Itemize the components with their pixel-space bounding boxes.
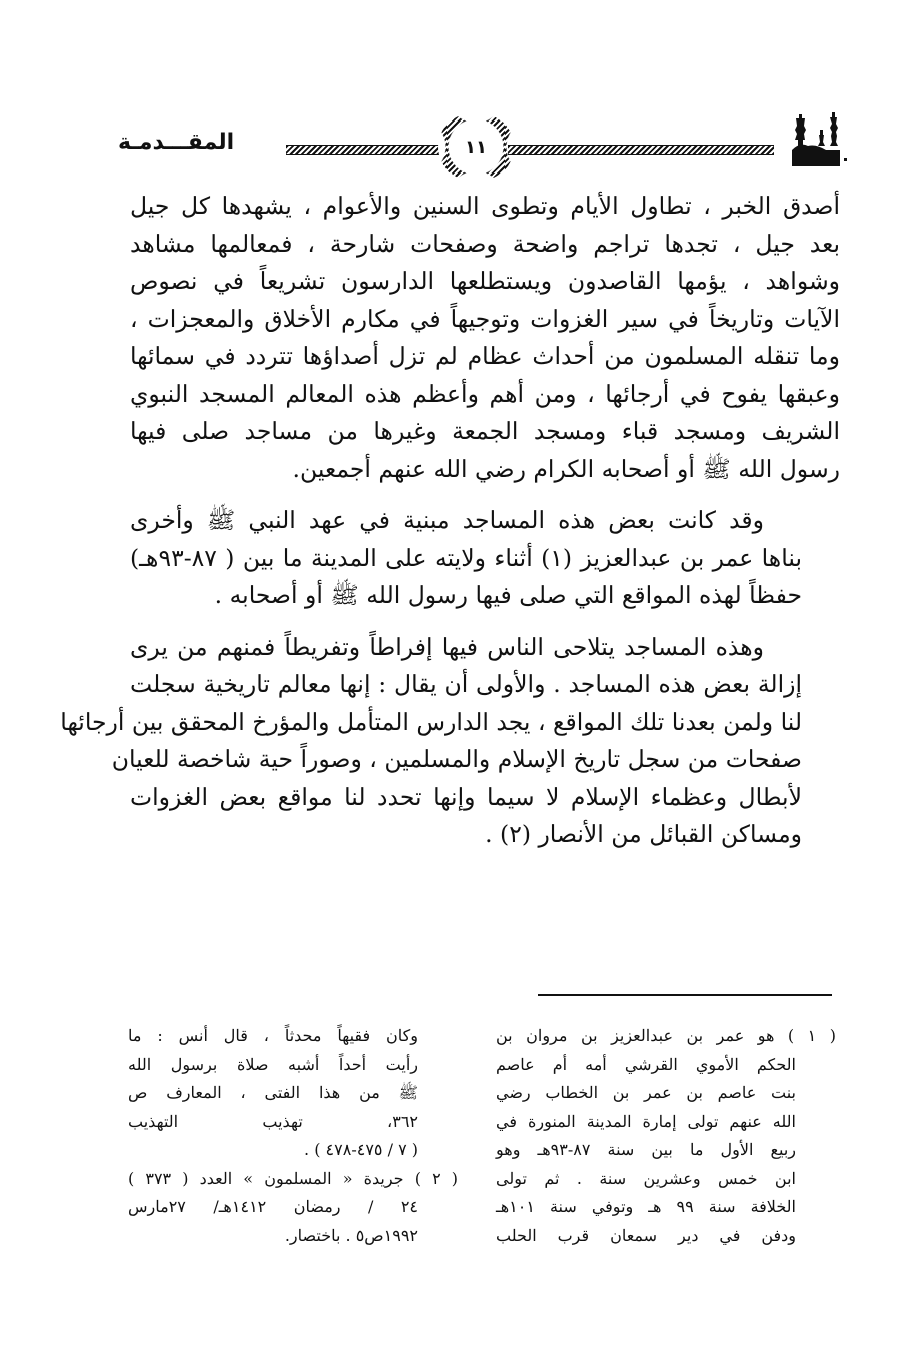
text-line: صفحات من سجل تاريخ الإسلام والمسلمين ، وصوراً حية شاخصة للعيان (111, 745, 802, 773)
footnotes-right-column (496, 1022, 836, 1250)
text-line: لنا ولمن بعدنا تلك المواقع ، يجد الدارس المتأمل والمؤرخ المحقق بين أرجائها (60, 707, 802, 736)
footnote-2-line: ( ٢ ) جريدة « المسلمون » العدد ( ٣٧٣ ) (128, 1168, 459, 1188)
section-title: المقـــدمـة (118, 130, 235, 155)
text-line: أصدق الخبر ، تطاول الأيام وتطوى السنين والأعوام ، يشهدها كل جيل (130, 192, 840, 220)
text-line: الشريف ومسجد قباء ومسجد الجمعة وغيرها من مساجد صلى فيها (130, 417, 840, 445)
footnote-1-line: الله عنهم تولى إمارة المدينة المنورة في (496, 1111, 796, 1131)
paragraph-3 (60, 629, 840, 854)
page-header (118, 108, 848, 178)
footnotes-left-column (128, 1022, 458, 1250)
page-number-ring (438, 112, 514, 182)
text-line: بعد جيل ، تجدها تراجم واضحة وصفحات شارحة ، فمعالمها مشاهد (130, 229, 840, 258)
text-line: لأبطال وعظماء الإسلام لا سيما وإنها تحدد لنا مواقع بعض الغزوات (130, 782, 802, 811)
header-rope-ornament-right (508, 145, 774, 155)
footnote-1-line: ربيع الأول ما بين سنة ٨٧-٩٣هـ وهو (496, 1140, 797, 1159)
main-text (60, 188, 840, 868)
footnote-1-line: ابن خمس وعشرين سنة . ثم تولى (496, 1168, 796, 1188)
paragraph-2 (130, 502, 840, 615)
footnote-1-line: ﷺ من هذا الفتى ، المعارف ص (128, 1083, 418, 1102)
footnote-1-line: الخلافة سنة ٩٩ هـ وتوفي سنة ١٠١هـ (496, 1197, 797, 1216)
footnote-2-line: ١٩٩٢ص٥ . باختصار. (284, 1225, 418, 1245)
footnote-separator (538, 994, 832, 996)
text-line: وعبقها يفوح في أرجائها ، ومن أهم وأعظم هذه المعالم المسجد النبوي (130, 379, 840, 408)
footnote-1-line: ( ٧ / ٤٧٥-٤٧٨ ) . (304, 1140, 418, 1159)
footnote-1-line: الحكم الأموي القرشي أمه أم عاصم (496, 1054, 796, 1074)
footnote-2-line: ٢٤ / رمضان ١٤١٢هـ/ ٢٧مارس (128, 1197, 418, 1216)
text-line: بناها عمر بن عبدالعزيز (١) أثناء ولايته على المدينة ما بين ( ٨٧-٩٣هـ) (130, 543, 802, 572)
footnote-1-line: بنت عاصم بن عمر بن الخطاب رضي (496, 1083, 796, 1102)
text-line: وما تنقله المسلمون من أحداث عظام لم تزل أصداؤها تتردد في سمائها (130, 342, 840, 370)
footnote-1-line: ( ١ ) هو عمر بن عبدالعزيز بن مروان بن (496, 1026, 837, 1045)
text-line: وشواهد ، يؤمها القاصدون ويستطلعها الدارسون تشريعاً في نصوص (130, 267, 840, 295)
footnote-1-line: ٣٦٢، تهذيب التهذيب (128, 1111, 418, 1131)
text-line: وهذه المساجد يتلاحى الناس فيها إفراطاً وتفريطاً فمنهم من يرى (130, 632, 764, 661)
text-line: وقد كانت بعض هذه المساجد مبنية في عهد النبي ﷺ وأخرى (130, 506, 764, 534)
footnote-1-line: رأيت أحداً أشبه صلاة برسول الله (128, 1054, 418, 1074)
footnote-1-line: وكان فقيهاً محدثاً ، قال أنس : ما (128, 1026, 418, 1045)
footnote-1-line: ودفن في دير سمعان قرب الحلب (496, 1225, 796, 1245)
text-line: حفظاً لهذه المواقع التي صلى فيها رسول الله ﷺ أو أصحابه . (214, 581, 802, 609)
text-line: رسول الله ﷺ أو أصحابه الكرام رضي الله عنهم أجمعين. (292, 454, 840, 483)
mosque-silhouette-icon (792, 108, 848, 166)
header-rope-ornament-left (286, 145, 444, 155)
text-line: ومساكن القبائل من الأنصار (٢) . (485, 820, 802, 848)
text-line: إزالة بعض هذه المساجد . والأولى أن يقال : إنها معالم تاريخية سجلت (130, 670, 802, 698)
paragraph-1 (130, 188, 840, 488)
text-line: الآيات وتاريخاً في سير الغزوات وتوجيهاً في مكارم الأخلاق والمعجزات ، (130, 304, 840, 333)
page-number: ١١ (461, 137, 491, 158)
